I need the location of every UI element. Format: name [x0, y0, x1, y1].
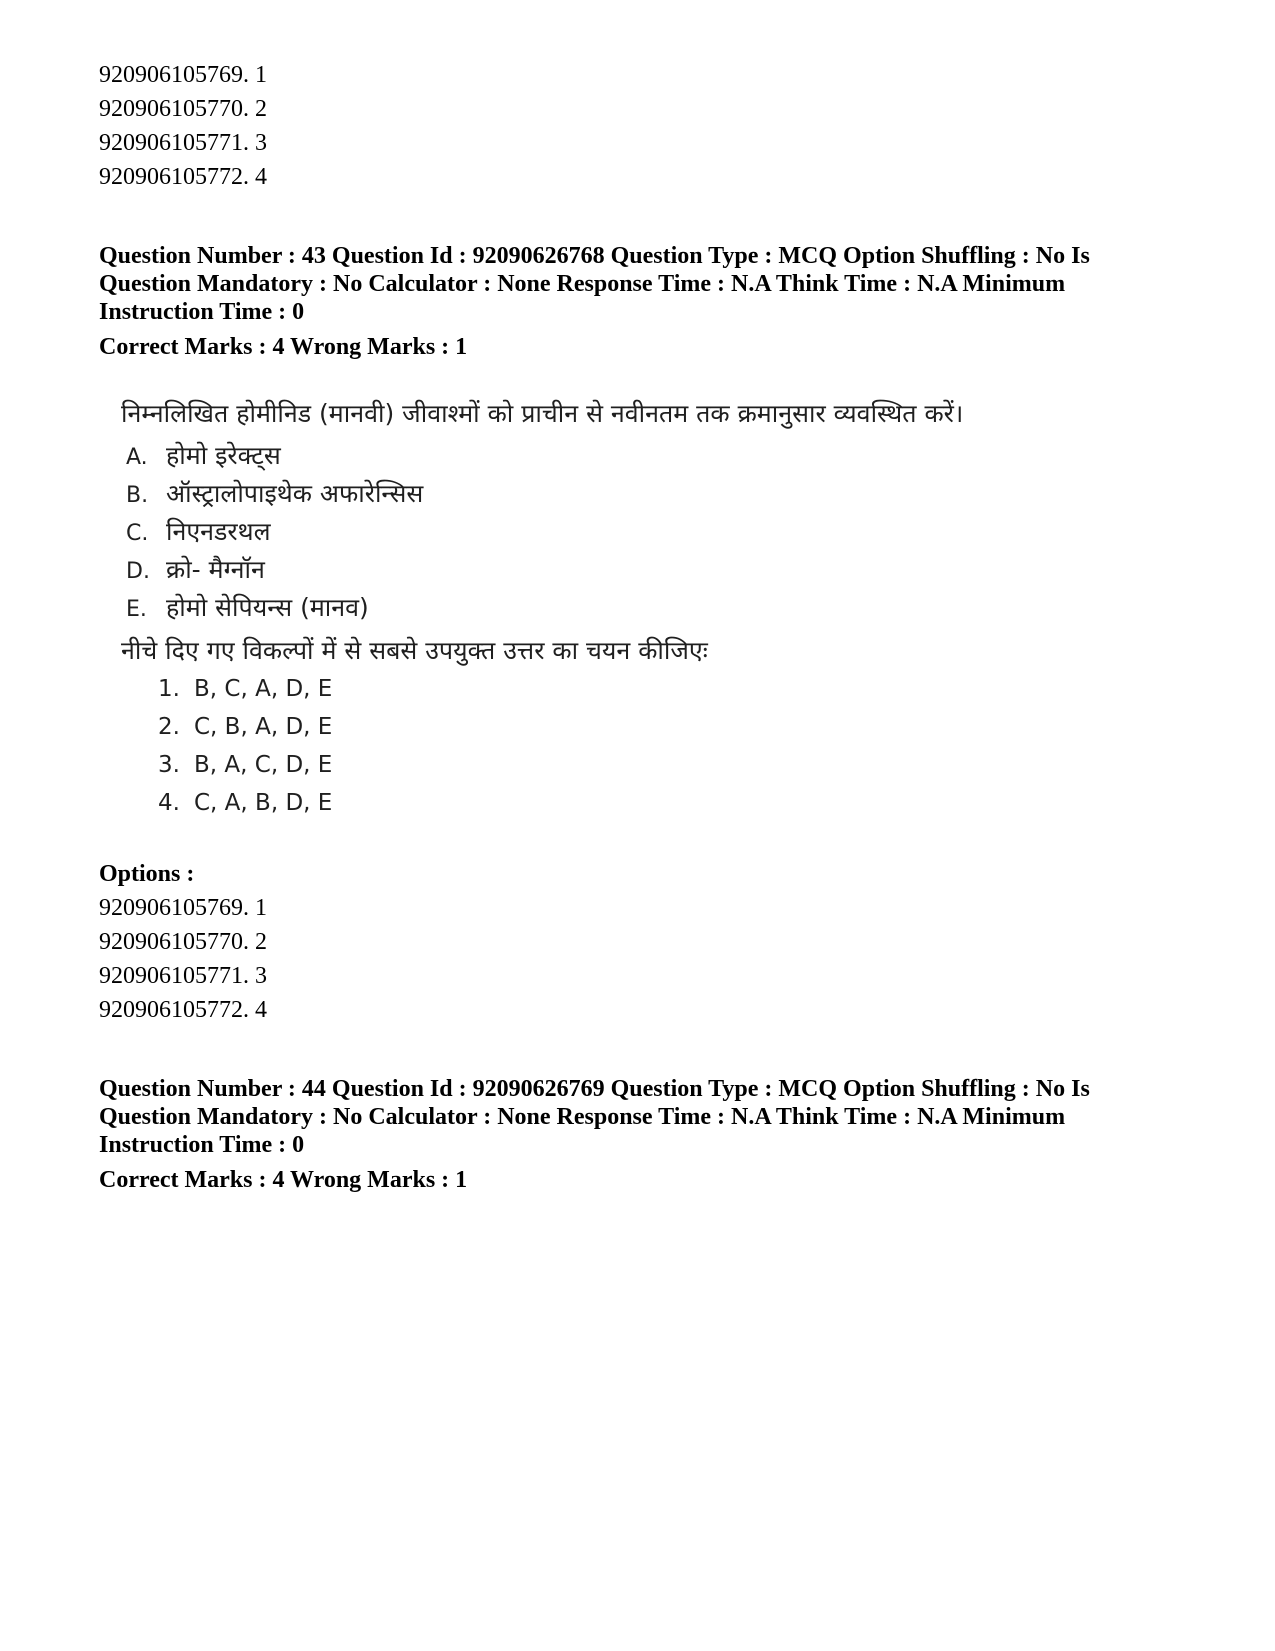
- statement-b: [126, 476, 423, 510]
- choice-text: C, B, A, D, E: [194, 714, 333, 740]
- statement-letter: A.: [126, 445, 148, 470]
- question-stem: निम्नलिखित होमीनिड (मानवी) जीवाश्मों को प्राचीन से नवीनतम तक क्रमानुसार व्यवस्थित करें।: [121, 399, 964, 428]
- statement-letter: C.: [126, 521, 149, 546]
- statement-letter: E.: [126, 597, 147, 622]
- option-line: 920906105769. 1: [99, 895, 267, 921]
- question-43-marks: Correct Marks : 4 Wrong Marks : 1: [99, 334, 468, 360]
- statement-e: [126, 590, 369, 624]
- statement-a: [126, 438, 281, 472]
- choice-text: B, A, C, D, E: [194, 752, 333, 778]
- answer-choice-1: [158, 676, 332, 702]
- choice-number: 4.: [158, 790, 180, 816]
- answer-choice-3: [158, 752, 332, 778]
- option-line: 920906105772. 4: [99, 997, 267, 1023]
- statement-text: होमो इरेक्ट्स: [166, 441, 281, 470]
- statement-letter: B.: [126, 483, 149, 508]
- question-43-meta: Question Number : 43 Question Id : 92090626768 Question Type : MCQ Option Shuffling : No Is Question Mandatory : No Calculator : None Response Time : N.A Think Time : N.A Minimum Instruction Time : 0: [99, 243, 1090, 325]
- question-44-marks: Correct Marks : 4 Wrong Marks : 1: [99, 1167, 468, 1193]
- choice-number: 1.: [158, 676, 180, 702]
- option-line: 920906105772. 4: [99, 164, 267, 190]
- answer-prompt: नीचे दिए गए विकल्पों में से सबसे उपयुक्त उत्तर का चयन कीजिएः: [121, 636, 708, 665]
- choice-number: 2.: [158, 714, 180, 740]
- question-44-meta: Question Number : 44 Question Id : 92090626769 Question Type : MCQ Option Shuffling : No Is Question Mandatory : No Calculator : None Response Time : N.A Think Time : N.A Minimum Instruction Time : 0: [99, 1076, 1090, 1158]
- options-label: Options :: [99, 861, 195, 887]
- answer-choice-2: [158, 714, 332, 740]
- option-line: 920906105769. 1: [99, 62, 267, 88]
- choice-text: C, A, B, D, E: [194, 790, 333, 816]
- statement-c: [126, 514, 271, 548]
- statement-letter: D.: [126, 559, 150, 584]
- statement-d: [126, 552, 265, 586]
- answer-choice-4: [158, 790, 332, 816]
- statement-text: ऑस्ट्रालोपाइथेक अफारेन्सिस: [166, 479, 424, 508]
- statement-text: क्रो- मैग्नॉन: [166, 555, 265, 584]
- choice-number: 3.: [158, 752, 180, 778]
- statement-text: होमो सेपियन्स (मानव): [166, 593, 369, 622]
- statement-text: निएनडरथल: [166, 517, 271, 546]
- option-line: 920906105771. 3: [99, 963, 267, 989]
- option-line: 920906105770. 2: [99, 96, 267, 122]
- choice-text: B, C, A, D, E: [194, 676, 333, 702]
- option-line: 920906105770. 2: [99, 929, 267, 955]
- option-line: 920906105771. 3: [99, 130, 267, 156]
- question-43-body: [99, 388, 1019, 828]
